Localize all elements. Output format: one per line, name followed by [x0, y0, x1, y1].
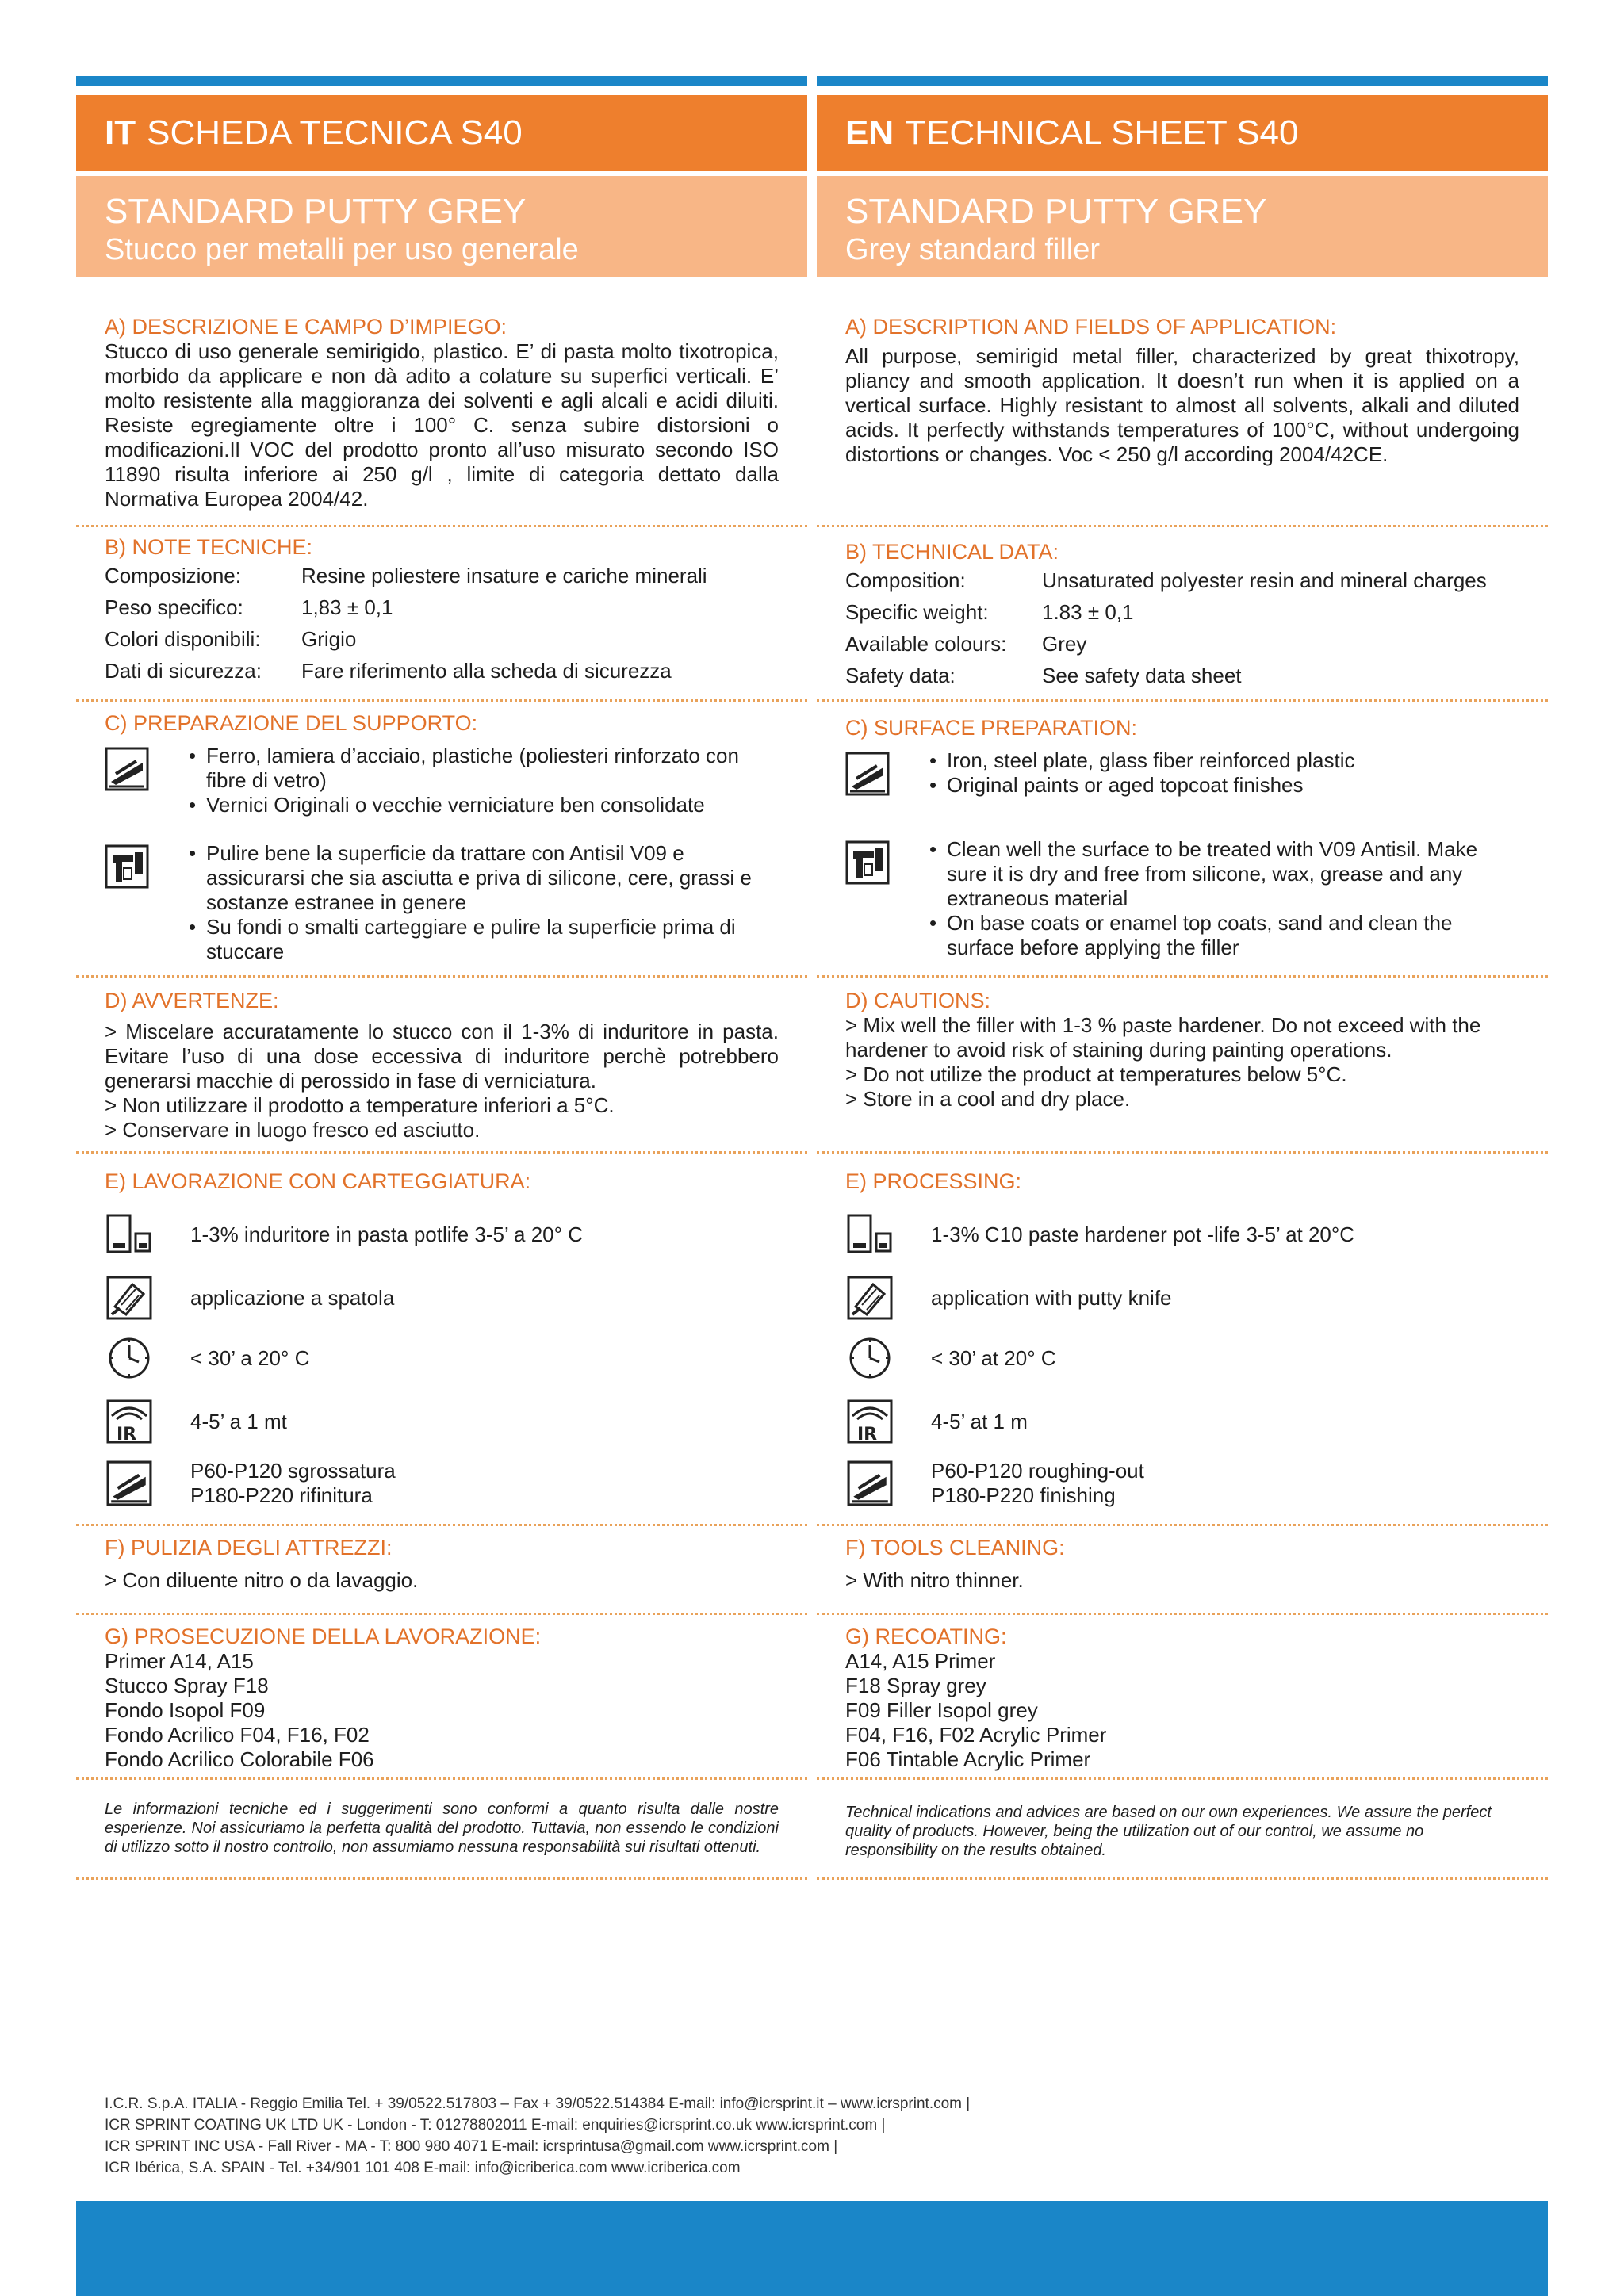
product-name: STANDARD PUTTY GREY: [105, 192, 527, 231]
data-key: Composizione:: [105, 564, 241, 587]
product-subtitle: Grey standard filler: [845, 233, 1101, 266]
mix-ratio-icon: [845, 1211, 894, 1257]
substrate-list: [189, 744, 779, 817]
putty-knife-icon: [845, 1275, 894, 1321]
cleaning-icon: [105, 844, 149, 889]
data-value: Unsaturated polyester resin and mineral charges: [1042, 568, 1487, 592]
section-cautions: [76, 988, 807, 1142]
putty-knife-icon: [105, 1275, 154, 1321]
section-title: F) PULIZIA DEGLI ATTREZZI:: [105, 1536, 393, 1559]
description-text: All purpose, semirigid metal filler, characterized by great thixotropy, pliancy and smooth application. It doesn’t run when it is applied on a vertical surface. Highly resistant to almost all solvents, alkali and diluted acids. It perfectly withstands temperatures of 100°C, without undergoing distortions or changes. Voc < 250 g/l according 2004/42CE.: [845, 344, 1519, 466]
section-processing: [817, 1169, 1548, 1194]
prep-cleaning: [845, 837, 1519, 960]
process-step-text: 1-3% C10 paste hardener pot -life 3-5’ at 20°C: [931, 1222, 1355, 1246]
disclaimer: [76, 1800, 807, 1857]
list-item: • Pulire bene la superficie da trattare con Antisil V09 e assicurarsi che sia asciutta e priva di silicone, cere, grassi e sostanze estranee in genere: [189, 841, 779, 915]
list-item: A14, A15 Primer: [845, 1649, 996, 1673]
section-recoating: [817, 1624, 1548, 1772]
column-english: [817, 76, 1548, 1859]
dotted-separator: [76, 699, 807, 702]
bottom-accent-bar: [76, 2201, 1548, 2296]
product-header: [76, 176, 807, 277]
data-value: Resine poliestere insature e cariche minerali: [301, 564, 707, 587]
dotted-separator: [817, 1877, 1548, 1880]
section-title: A) DESCRIPTION AND FIELDS OF APPLICATION:: [845, 315, 1337, 339]
sheet-title-header: [817, 95, 1548, 171]
table-row: [105, 591, 707, 623]
disclaimer-text: Technical indications and advices are based on our own experiences. We assure the perfect quality of products. However, being the utilization out of our control, we assume no responsibility on the results obtained.: [845, 1804, 1492, 1859]
section-title: B) NOTE TECNICHE:: [105, 535, 313, 559]
process-step-text: 4-5’ at 1 m: [931, 1409, 1028, 1433]
process-step-text: 4-5’ a 1 mt: [190, 1409, 287, 1433]
table-row: [845, 628, 1487, 660]
process-step-text: < 30’ at 20° C: [931, 1345, 1056, 1370]
language-code: EN: [845, 113, 894, 152]
process-step-ir: [105, 1399, 287, 1445]
sheet-title: SCHEDA TECNICA S40: [147, 113, 523, 152]
section-description: [817, 314, 1548, 467]
list-item: F06 Tintable Acrylic Primer: [845, 1747, 1091, 1771]
process-step-drying: [845, 1335, 1056, 1381]
process-step-text: application with putty knife: [931, 1285, 1172, 1310]
prep-cleaning: [105, 841, 779, 964]
list-item: Stucco Spray F18: [105, 1674, 269, 1697]
process-step-mix: [845, 1211, 1354, 1257]
section-title: G) PROSECUZIONE DELLA LAVORAZIONE:: [105, 1624, 542, 1648]
dotted-separator: [76, 975, 807, 978]
caution-line: > Mix well the filler with 1-3 % paste hardener. Do not exceed with the hardener to avoid risk of staining during painting operations.: [845, 1013, 1481, 1062]
section-title: A) DESCRIZIONE E CAMPO D’IMPIEGO:: [105, 315, 508, 339]
list-item: • Iron, steel plate, glass fiber reinforced plastic: [929, 748, 1354, 773]
sanding-rough: P60-P120 roughing-out: [931, 1459, 1144, 1483]
infrared-icon: [845, 1399, 894, 1445]
language-code: IT: [105, 113, 136, 152]
process-step-sanding: [105, 1459, 396, 1508]
dotted-separator: [76, 1524, 807, 1526]
cleaning-list: [929, 837, 1519, 960]
data-value: See safety data sheet: [1042, 664, 1242, 687]
process-step-text: [190, 1459, 396, 1508]
process-step-drying: [105, 1335, 309, 1381]
surface-icon: [105, 747, 149, 791]
product-subtitle: Stucco per metalli per uso generale: [105, 233, 579, 266]
table-row: [105, 655, 707, 687]
list-item: • Vernici Originali o vecchie verniciature ben consolidate: [189, 793, 779, 817]
data-key: Available colours:: [845, 632, 1007, 656]
section-title: E) PROCESSING:: [845, 1169, 1022, 1193]
caution-line: > Miscelare accuratamente lo stucco con il 1-3% di induritore in pasta. Evitare l’uso di una dose eccessiva di induritore perchè potrebbero generarsi macchie di perossido in fase di verniciatura.: [105, 1020, 779, 1093]
technical-data-table: [105, 560, 707, 687]
disclaimer: [817, 1803, 1548, 1860]
section-title: G) RECOATING:: [845, 1624, 1007, 1648]
caution-line: > Non utilizzare il prodotto a temperature inferiori a 5°C.: [105, 1093, 615, 1117]
data-key: Composition:: [845, 568, 966, 592]
data-value: Fare riferimento alla scheda di sicurezza: [301, 659, 672, 683]
top-accent-bar: [817, 76, 1548, 86]
sanding-finish: P180-P220 finishing: [931, 1483, 1116, 1507]
data-key: Peso specifico:: [105, 595, 243, 619]
list-item: • On base coats or enamel top coats, sand and clean the surface before applying the filler: [929, 911, 1519, 960]
product-name: STANDARD PUTTY GREY: [845, 192, 1267, 231]
list-item: • Ferro, lamiera d’acciaio, plastiche (poliesteri rinforzato con fibre di vetro): [189, 744, 779, 793]
dotted-separator: [76, 1613, 807, 1615]
sanding-rough: P60-P120 sgrossatura: [190, 1459, 396, 1483]
footer-line: ICR SPRINT COATING UK LTD UK - London - T: 01278802011 E-mail: enquiries@icrsprint.co.uk www.icrsprint.com |: [105, 2117, 886, 2133]
sanding-icon: [105, 1460, 154, 1506]
caution-line: > Do not utilize the product at temperatures below 5°C.: [845, 1062, 1347, 1086]
list-item: F18 Spray grey: [845, 1674, 986, 1697]
process-step-text: 1-3% induritore in pasta potlife 3-5’ a 20° C: [190, 1222, 584, 1246]
table-row: [845, 596, 1487, 628]
list-item: Fondo Acrilico F04, F16, F02: [105, 1723, 370, 1747]
mix-ratio-icon: [105, 1211, 154, 1257]
section-technical-data: [76, 534, 807, 687]
data-key: Dati di sicurezza:: [105, 659, 262, 683]
footer-line: ICR Ibérica, S.A. SPAIN - Tel. +34/901 101 408 E-mail: info@icriberica.com www.icriberica.com: [105, 2160, 741, 2176]
tools-cleaning-text: > Con diluente nitro o da lavaggio.: [105, 1568, 419, 1592]
section-tools-cleaning: [817, 1535, 1548, 1593]
footer-line: I.C.R. S.p.A. ITALIA - Reggio Emilia Tel. + 39/0522.517803 – Fax + 39/0522.514384 E-mail: info@icrsprint.it – www.icrsprint.com |: [105, 2095, 971, 2112]
section-surface-preparation: [76, 710, 807, 964]
dotted-separator: [76, 525, 807, 527]
dotted-separator: [817, 699, 1548, 702]
section-tools-cleaning: [76, 1535, 807, 1593]
section-technical-data: [817, 539, 1548, 691]
column-italian: [76, 76, 807, 1856]
list-item: F09 Filler Isopol grey: [845, 1698, 1038, 1722]
list-item: F04, F16, F02 Acrylic Primer: [845, 1723, 1107, 1747]
description-text: Stucco di uso generale semirigido, plastico. E’ di pasta molto tixotropica, morbido da applicare e non dà adito a colature su superfici verticali. E’ molto resistente alla maggioranza dei solventi e agli alcali e acidi diluiti. Resiste egregiamente oltre i 100° C. senza subire distorsioni o modificazioni.Il VOC del prodotto pronto all’uso misurato secondo ISO 11890 risulta inferiore ai 250 g/l , limite di categoria dettato dalla Normativa Europea 2004/42.: [105, 339, 779, 511]
dotted-separator: [817, 1524, 1548, 1526]
process-step-sanding: [845, 1459, 1144, 1508]
cleaning-icon: [845, 840, 890, 885]
technical-data-table: [845, 564, 1487, 691]
caution-line: > Store in a cool and dry place.: [845, 1087, 1131, 1111]
list-item: Fondo Acrilico Colorabile F06: [105, 1747, 374, 1771]
data-value: 1,83 ± 0,1: [301, 595, 393, 619]
dotted-separator: [76, 1877, 807, 1880]
data-value: 1.83 ± 0,1: [1042, 600, 1134, 624]
sheet-title-header: [76, 95, 807, 171]
section-title: C) PREPARAZIONE DEL SUPPORTO:: [105, 711, 478, 735]
data-key: Colori disponibili:: [105, 627, 261, 651]
product-header: [817, 176, 1548, 277]
dotted-separator: [817, 1613, 1548, 1615]
substrate-list: [929, 748, 1354, 798]
section-processing: [76, 1169, 807, 1194]
dotted-separator: [76, 1151, 807, 1154]
section-title: B) TECHNICAL DATA:: [845, 540, 1059, 564]
data-key: Specific weight:: [845, 600, 989, 624]
process-step-text: [931, 1459, 1144, 1508]
prep-substrates: [105, 744, 779, 817]
dotted-separator: [817, 975, 1548, 978]
list-item: • Su fondi o smalti carteggiare e pulire la superficie prima di stuccare: [189, 915, 779, 964]
company-contacts-footer: [105, 2093, 970, 2179]
list-item: • Original paints or aged topcoat finishes: [929, 773, 1354, 798]
list-item: • Clean well the surface to be treated with V09 Antisil. Make sure it is dry and free from silicone, wax, grease and any extraneous material: [929, 837, 1519, 911]
table-row: [845, 564, 1487, 596]
footer-line: ICR SPRINT INC USA - Fall River - MA - T: 800 980 4071 E-mail: icrsprintusa@gmail.com www.icrsprint.com |: [105, 2138, 838, 2155]
section-title: F) TOOLS CLEANING:: [845, 1536, 1065, 1559]
sanding-finish: P180-P220 rifinitura: [190, 1483, 373, 1507]
clock-icon: [105, 1335, 154, 1381]
list-item: Fondo Isopol F09: [105, 1698, 266, 1722]
top-accent-bar: [76, 76, 807, 86]
prep-substrates: [845, 748, 1519, 798]
sheet-title: TECHNICAL SHEET S40: [905, 113, 1299, 152]
section-title: E) LAVORAZIONE CON CARTEGGIATURA:: [105, 1169, 531, 1193]
sanding-icon: [845, 1460, 894, 1506]
disclaimer-text: Le informazioni tecniche ed i suggerimenti sono conformi a quanto risulta dalle nostre esperienze. Noi assicuriamo la perfetta qualità del prodotto. Tuttavia, non essendo le condizioni di utilizzo sotto il nostro controllo, non assumiamo nessuna responsabilità sui risultati ottenuti.: [105, 1800, 779, 1856]
process-step-mix: [105, 1211, 583, 1257]
surface-icon: [845, 752, 890, 796]
process-step-ir: [845, 1399, 1028, 1445]
data-key: Safety data:: [845, 664, 956, 687]
process-step-apply: [845, 1275, 1172, 1321]
section-description: [76, 314, 807, 511]
dotted-separator: [76, 1777, 807, 1780]
caution-line: > Conservare in luogo fresco ed asciutto.: [105, 1118, 481, 1142]
table-row: [105, 560, 707, 591]
section-title: D) AVVERTENZE:: [105, 989, 279, 1012]
list-item: Primer A14, A15: [105, 1649, 254, 1673]
process-step-text: applicazione a spatola: [190, 1285, 395, 1310]
process-step-text: < 30’ a 20° C: [190, 1345, 310, 1370]
data-value: Grigio: [301, 627, 357, 651]
tools-cleaning-text: > With nitro thinner.: [845, 1568, 1024, 1592]
table-row: [105, 623, 707, 655]
data-value: Grey: [1042, 632, 1087, 656]
table-row: [845, 660, 1487, 691]
dotted-separator: [817, 1151, 1548, 1154]
section-surface-preparation: [817, 715, 1548, 960]
dotted-separator: [817, 1777, 1548, 1780]
process-step-apply: [105, 1275, 394, 1321]
section-recoating: [76, 1624, 807, 1772]
clock-icon: [845, 1335, 894, 1381]
infrared-icon: [105, 1399, 154, 1445]
dotted-separator: [817, 525, 1548, 527]
cleaning-list: [189, 841, 779, 964]
section-cautions: [817, 988, 1548, 1112]
section-title: D) CAUTIONS:: [845, 989, 991, 1012]
section-title: C) SURFACE PREPARATION:: [845, 716, 1138, 740]
